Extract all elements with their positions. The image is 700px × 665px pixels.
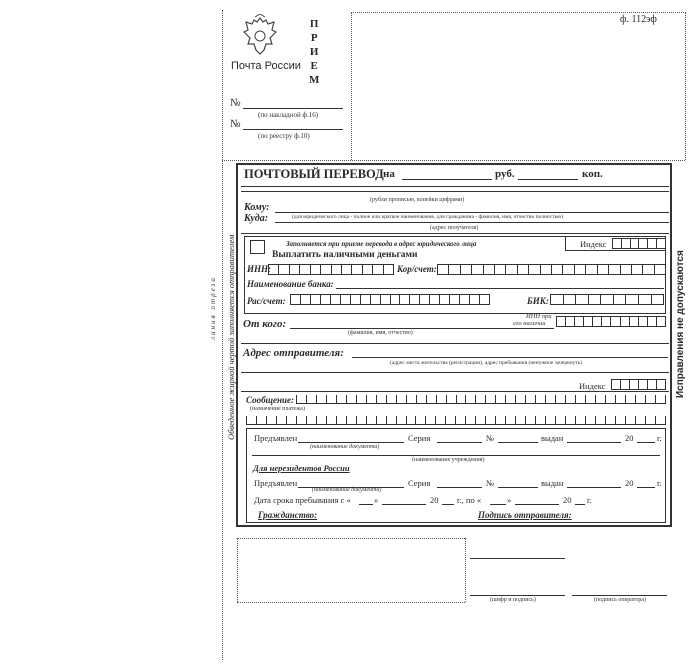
nr-doc-name-hint: (наименование документа) (312, 487, 382, 493)
doc-series-line[interactable] (437, 442, 482, 443)
doc-issued-line[interactable] (567, 442, 621, 443)
komu-label: Кому: (244, 202, 270, 213)
inn-label: ИНН: (247, 264, 271, 274)
sender-index-label: Индекс (579, 381, 606, 391)
stay-to-day-line[interactable] (490, 504, 506, 505)
kor-label: Кор/счет: (397, 264, 437, 274)
bottom-stamp-top (237, 538, 465, 539)
bottom-stamp-bottom (237, 602, 465, 603)
bottom-stamp-right (465, 538, 466, 602)
ot-kogo-label: От кого: (243, 318, 287, 330)
doc-year-label: 20 (625, 433, 634, 443)
stamp-box-bottom-border (222, 160, 685, 161)
amount-line-2[interactable] (241, 186, 669, 187)
sender-inn-cells[interactable] (556, 316, 666, 327)
nr-issued-label: выдан (541, 478, 564, 488)
sender-address-hint: (адрес места жительства (регистрации), адрес пребывания (ненужное зачеркнуть) (390, 360, 583, 366)
operator-line[interactable] (572, 595, 667, 596)
institution-hint: (наименование учреждения) (412, 457, 485, 463)
bank-line[interactable] (336, 288, 664, 289)
nr-series-label: Серия (408, 478, 431, 488)
ot-kogo-line[interactable] (290, 328, 554, 329)
doc-no-label: № (486, 433, 495, 443)
title-rub: руб. (495, 168, 515, 180)
amount-kop-line[interactable] (518, 179, 578, 180)
message-label: Сообщение: (246, 395, 295, 405)
doc-no-line[interactable] (498, 442, 538, 443)
address-line-2[interactable] (241, 233, 669, 234)
sender-index-cells[interactable] (611, 379, 666, 390)
recipient-address-hint: (адрес получателя) (430, 225, 479, 231)
legal-fill-note: Заполняется при приеме перевода в адрес юридического лица (286, 240, 477, 248)
doc-year-line[interactable] (637, 442, 655, 443)
legal-index-label: Индекс (580, 239, 607, 249)
stay-from-month-line[interactable] (382, 504, 426, 505)
cipher-line[interactable] (470, 595, 565, 596)
inn-optional-note-1: ИНН при (526, 313, 552, 320)
amount-hint: (рубли прописью, копейки цифрами) (370, 197, 465, 203)
kor-cells[interactable] (437, 264, 666, 275)
doc-name-line[interactable] (298, 442, 404, 443)
stamp-box-right-border (685, 12, 686, 160)
eagle-emblem-icon (240, 14, 280, 56)
registry-no-line (243, 129, 343, 130)
sender-name-line-2[interactable] (241, 343, 669, 344)
operator-hint: (подпись оператора) (594, 597, 646, 603)
bottom-stamp-left (237, 538, 238, 602)
sender-address-line-3[interactable] (241, 391, 669, 392)
cash-checkbox[interactable] (250, 240, 265, 254)
komu-line[interactable] (275, 212, 669, 213)
stamp-box-top-border (351, 12, 686, 13)
registry-hint: (по реестру ф.10) (258, 132, 310, 140)
sender-address-line[interactable] (352, 357, 668, 358)
bank-label: Наименование банка: (247, 279, 334, 289)
ras-label: Рас/счет: (247, 296, 286, 306)
nr-issued-line[interactable] (567, 487, 621, 488)
nr-series-line[interactable] (437, 487, 482, 488)
stay-to-g: г. (587, 495, 592, 505)
nr-year-label: 20 (625, 478, 634, 488)
invoice-no-line (243, 108, 343, 109)
nr-g-label: г. (657, 478, 662, 488)
sender-signature-label: Подпись отправителя: (478, 510, 572, 520)
doc-series-label: Серия (408, 433, 431, 443)
stay-from-day-line[interactable] (359, 504, 373, 505)
invoice-hint: (по накладной ф.16) (258, 111, 319, 119)
cipher-hint: (шифр и подпись) (490, 597, 536, 603)
kuda-label: Куда: (244, 213, 269, 224)
title-kop: коп. (582, 168, 603, 180)
corrections-note: Исправления не допускаются (675, 250, 686, 398)
bik-label: БИК: (527, 296, 549, 306)
citizenship-label: Гражданство: (258, 510, 318, 520)
stay-to-year: 20 (563, 495, 572, 505)
priem-letters: П Р И Е М (309, 18, 320, 86)
doc-name-hint: (наименование документа) (310, 444, 380, 450)
message-hint: (назначение платежа) (250, 406, 305, 412)
stay-from-quote: » (374, 495, 379, 505)
doc-g-label: г. (657, 433, 662, 443)
sender-address-line-2[interactable] (241, 372, 669, 373)
outlined-note: Обведенное жирной чертой заполняется отправителем (226, 234, 236, 440)
stay-from-year-line[interactable] (442, 504, 454, 505)
sender-address-label: Адрес отправителя: (243, 347, 344, 359)
cash-label: Выплатить наличными деньгами (272, 250, 418, 260)
recipient-name-hint: (для юридического лица - полное или краткое наименование, для гражданина - фамилия, имя, отчество полностью) (292, 214, 564, 220)
nr-no-label: № (486, 478, 495, 488)
title-na: на (383, 168, 395, 180)
legal-index-cells[interactable] (612, 238, 666, 249)
amount-line-3[interactable] (241, 191, 669, 192)
stay-dates-label: Дата срока пребывания с « (254, 495, 351, 505)
bik-cells[interactable] (550, 294, 664, 305)
message-cells-row-1[interactable] (296, 395, 666, 404)
sender-fio-hint: (фамилия, имя, отчество) (348, 330, 413, 336)
cut-line-vertical (222, 10, 223, 660)
nr-presented-label: Предъявлен (254, 478, 298, 488)
stay-g-po-label: г., по « (457, 495, 482, 505)
nr-year-line[interactable] (637, 487, 655, 488)
stay-from-year: 20 (430, 495, 439, 505)
inn-cells[interactable] (268, 264, 394, 275)
brand-name: Почта России (231, 60, 301, 72)
stay-to-month-line[interactable] (515, 504, 559, 505)
registry-no-label: № (230, 118, 241, 130)
amount-rub-line[interactable] (402, 179, 492, 180)
institution-line[interactable] (252, 455, 660, 456)
stamp-box-left-border (351, 12, 352, 160)
inn-optional-note-2: его наличии (513, 320, 546, 327)
nr-no-line[interactable] (498, 487, 538, 488)
stay-to-quote: » (507, 495, 512, 505)
doc-presented-label: Предъявлен (254, 433, 298, 443)
ras-cells[interactable] (290, 294, 490, 305)
message-cells-row-2[interactable] (246, 416, 666, 425)
cipher-line-top[interactable] (470, 558, 565, 559)
doc-issued-label: выдан (541, 433, 564, 443)
stay-to-year-line[interactable] (575, 504, 585, 505)
kuda-line[interactable] (275, 222, 669, 223)
form-title: ПОЧТОВЫЙ ПЕРЕВОД (244, 167, 384, 181)
nonresidents-heading: Для нерезидентов России (253, 463, 350, 473)
cut-line-label: линия отреза (209, 276, 217, 340)
invoice-no-label: № (230, 97, 241, 109)
form-code: ф. 112эф (620, 14, 657, 25)
